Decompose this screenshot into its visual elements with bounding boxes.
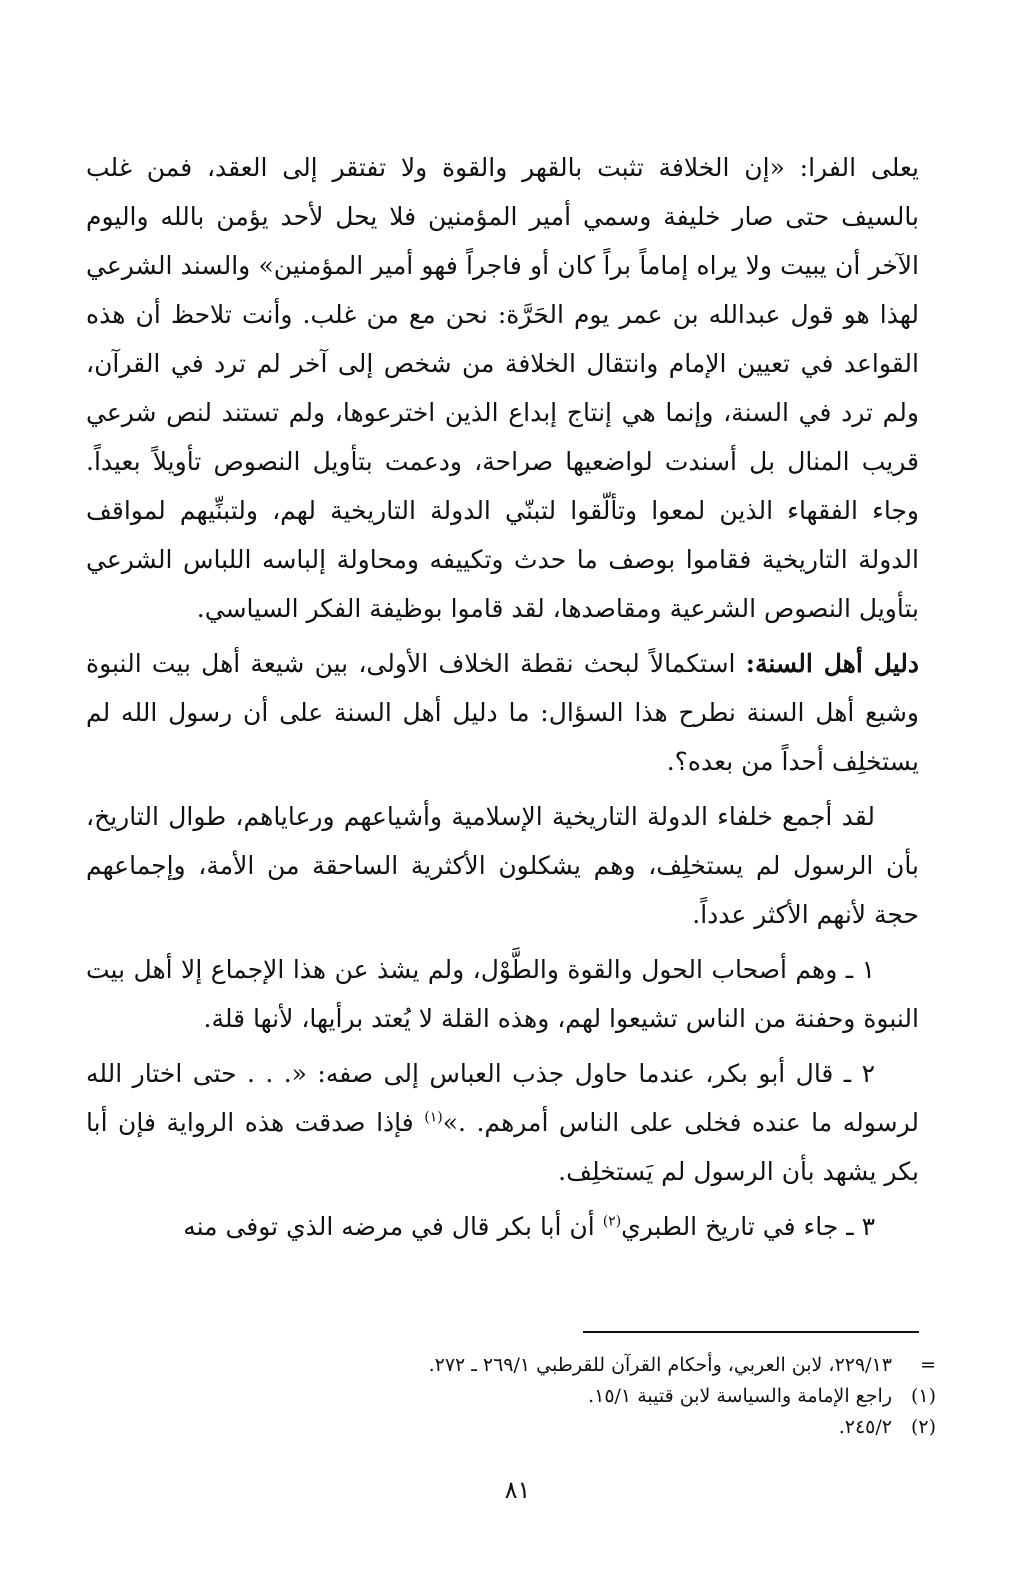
paragraph-4 <box>86 945 919 1043</box>
paragraph-3-text: لقد أجمع خلفاء الدولة التاريخية الإسلامية وأشياعهم ورعاياهم، طوال التاريخ، بأن الرسول لم يستخلِف، وهم يشكلون الأكثرية الساحقة من الأمة، وإجماعهم حجة لأنهم الأكثر عدداً. <box>86 802 919 929</box>
main-text-body <box>86 143 919 1257</box>
paragraph-5-text-before: ٢ ـ قال أبو بكر، عندما حاول جذب العباس إلى صفه: «. . . حتى اختار الله لرسوله ما عنده فخلى على الناس أمرهم. .» <box>86 1059 919 1137</box>
footnote-ref-1: (١) <box>424 1109 443 1126</box>
paragraph-1-text: يعلى الفرا: «إن الخلافة تثبت بالقهر والقوة ولا تفتقر إلى العقد، فمن غلب بالسيف حتى صار خليفة وسمي أمير المؤمنين فلا يحل لأحد يؤمن بالله واليوم الآخر أن يبيت ولا يراه إماماً براً كان أو فاجراً فهو أمير المؤمنين» والسند الشرعي لهذا هو قول عبدالله بن عمر يوم الحَرَّة: نحن مع من غلب. وأنت تلاحظ أن هذه القواعد في تعيين الإمام وانتقال الخلافة من شخص إلى آخر لم ترد في القرآن، ولم ترد في السنة، وإنما هي إنتاج إبداع الذين اخترعوها، ولم تستند لنص شرعي قريب المنال بل أسندت لواضعيها صراحة، ودعمت بتأويل النصوص تأويلاً بعيداً. وجاء الفقهاء الذين لمعوا وتألّقوا لتبنّي الدولة التاريخية لهم، ولتبنِّيهم لمواقف الدولة التاريخية فقاموا بوصف ما حدث وتكييفه ومحاولة إلباسه اللباس الشرعي بتأويل النصوص الشرعية ومقاصدها، لقد قاموا بوظيفة الفكر السياسي. <box>86 153 920 623</box>
page-number: ٨١ <box>504 1476 531 1504</box>
paragraph-2 <box>86 639 919 786</box>
paragraph-5-text-after: فإذا صدقت هذه الرواية فإن أبا بكر يشهد بأن الرسول لم يَستخلِف. <box>86 1108 919 1186</box>
footnote-text: ٢٢٩/١٣، لابن العربي، وأحكام القرآن للقرطبي ٢٦٩/١ ـ ٢٧٢. <box>428 1354 892 1376</box>
paragraph-6-text-after: أن أبا بكر قال في مرضه الذي توفى منه <box>183 1212 603 1241</box>
footnote-text: راجع الإمامة والسياسة لابن قتيبة ١٥/١. <box>588 1385 892 1407</box>
paragraph-1 <box>86 143 919 633</box>
paragraph-6 <box>86 1202 919 1251</box>
paragraph-5 <box>86 1049 919 1196</box>
paragraph-6-text-before: ٣ ـ جاء في تاريخ الطبري <box>621 1212 875 1241</box>
footnotes <box>220 1350 936 1443</box>
paragraph-2-text: استكمالاً لبحث نقطة الخلاف الأولى، بين شيعة أهل بيت النبوة وشيع أهل السنة نطرح هذا السؤال: ما دليل أهل السنة على أن رسول الله لم يستخلِف أحداً من بعده؟. <box>86 649 919 776</box>
footnote-continuation <box>220 1350 936 1381</box>
footnote-marker: (١) <box>910 1385 936 1407</box>
footnote-text: ٢٤٥/٢. <box>838 1416 892 1438</box>
section-heading-sunni-evidence: دليل أهل السنة: <box>745 649 919 678</box>
footnote-2 <box>220 1412 936 1443</box>
footnote-marker: = <box>920 1354 936 1376</box>
paragraph-4-text: ١ ـ وهم أصحاب الحول والقوة والطَّوْل، ولم يشذ عن هذا الإجماع إلا أهل بيت النبوة وحفنة من الناس تشيعوا لهم، وهذه القلة لا يُعتد برأيها، لأنها قلة. <box>86 955 919 1033</box>
footnote-ref-2: (٢) <box>602 1213 622 1230</box>
footnote-marker: (٢) <box>910 1416 936 1438</box>
footnote-1 <box>220 1381 936 1412</box>
footnote-divider <box>583 1331 919 1333</box>
paragraph-3 <box>86 792 919 939</box>
